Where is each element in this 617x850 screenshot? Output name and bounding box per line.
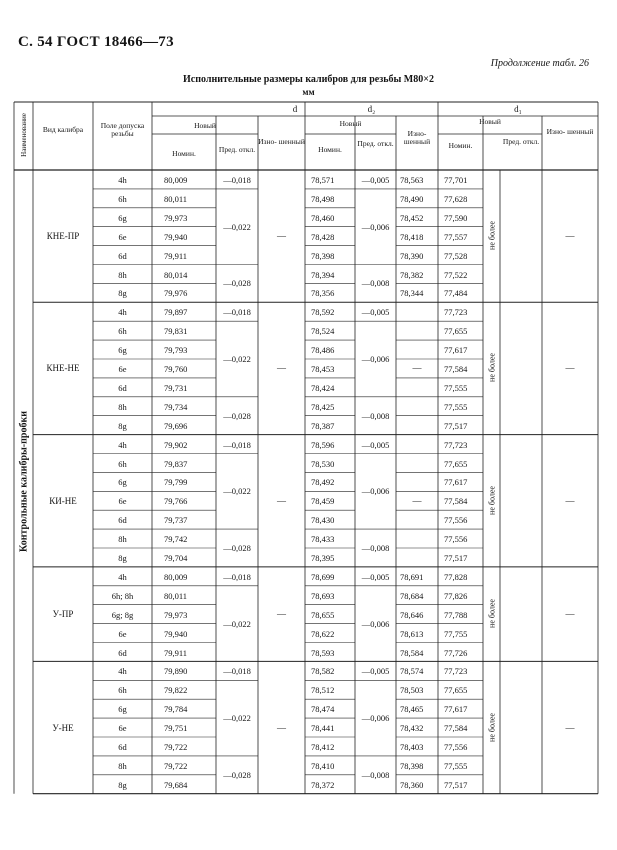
d1-nom: 77,723: [444, 307, 468, 318]
d-nom: 79,704: [164, 553, 188, 563]
header-izn-d: Изно- шенный: [258, 137, 305, 146]
d2-izn: 78,584: [400, 647, 424, 658]
d1-nom: 77,528: [444, 250, 468, 261]
d-nom: 79,793: [164, 345, 188, 356]
header-new-d2: Новый: [339, 119, 362, 128]
d-nom: 79,973: [164, 212, 188, 223]
header-nom-d1: Номин.: [448, 141, 473, 150]
pole-dopuska: 6h: [118, 685, 127, 696]
kalibr-name: У-НЕ: [52, 722, 74, 733]
pole-dopuska: 8h: [118, 760, 127, 771]
d-nom: 80,014: [164, 269, 188, 280]
d1-nom: 77,555: [444, 382, 468, 393]
d2-pred-otkl: —0,005: [361, 571, 390, 582]
d-pred-otkl: —0,028: [223, 278, 251, 289]
d2-izn: 78,574: [400, 666, 424, 677]
d1-nom: 77,590: [444, 212, 468, 223]
d1-nom: 77,655: [444, 458, 468, 469]
d2-nom: 78,433: [311, 534, 335, 545]
d1-nom: 77,522: [444, 269, 468, 280]
d-nom: 79,696: [164, 420, 188, 431]
d2-izn: 78,613: [400, 628, 424, 639]
pole-dopuska: 6e: [118, 231, 127, 242]
d2-nom: 78,387: [311, 420, 335, 431]
d-nom: 79,837: [164, 458, 188, 469]
header-d: d: [292, 104, 298, 114]
d1-nom: 77,723: [444, 666, 468, 677]
pole-dopuska: 6g: [118, 212, 127, 223]
page-header: С. 54 ГОСТ 18466—73: [18, 34, 174, 50]
d2-izn: 78,563: [400, 175, 424, 185]
d-pred-otkl: —0,028: [223, 543, 251, 553]
d2-izn: 78,452: [400, 212, 424, 223]
pole-dopuska: 4h: [118, 666, 127, 677]
header-pred-d1: Пред. откл.: [502, 137, 540, 146]
d2-nom: 78,498: [311, 193, 335, 204]
kalibr-name: КНЕ-НЕ: [46, 363, 80, 374]
d1-nom: 77,726: [444, 647, 468, 658]
d-izn-dash: —: [277, 722, 286, 733]
d1-nom: 77,828: [444, 571, 468, 582]
pole-dopuska: 4h: [118, 175, 127, 185]
table-continuation-label: Продолжение табл. 26: [490, 58, 589, 69]
pole-dopuska: 6e: [118, 364, 127, 374]
d-izn-dash: —: [277, 231, 286, 242]
d2-nom: 78,474: [311, 704, 335, 715]
d-pred-otkl: —0,018: [223, 175, 251, 185]
header-izn-d2: Изно- шенный: [403, 129, 431, 146]
header-izn-d1: Изно- шенный: [546, 127, 594, 136]
d2-nom: 78,453: [311, 364, 335, 374]
d2-pred-otkl: —0,008: [361, 278, 390, 289]
d2-pred-otkl: —0,006: [361, 354, 390, 364]
pole-dopuska: 6d: [118, 742, 127, 752]
d1-nom: 77,556: [444, 742, 468, 752]
d-nom: 79,742: [164, 534, 188, 545]
pole-dopuska: 6g: [118, 345, 127, 356]
d1-nom: 77,617: [444, 345, 468, 356]
d-nom: 79,831: [164, 326, 188, 337]
d2-izn: 78,465: [400, 704, 424, 715]
d2-nom: 78,425: [311, 401, 335, 412]
d1-nom: 77,628: [444, 193, 468, 204]
pole-dopuska: 6g: [118, 704, 127, 715]
d2-izn: 78,503: [400, 685, 424, 696]
d-izn-dash: —: [277, 609, 286, 620]
d-nom: 79,734: [164, 401, 188, 412]
d2-nom: 78,571: [311, 175, 335, 185]
d-pred-otkl: —0,022: [223, 221, 251, 232]
d1-nom: 77,556: [444, 515, 468, 526]
d-pred-otkl: —0,022: [223, 713, 251, 724]
d-izn-dash: —: [277, 495, 286, 506]
d2-izn: 78,360: [400, 779, 424, 790]
pole-dopuska: 6e: [118, 723, 127, 734]
header-new-d1: Новый: [479, 117, 501, 126]
d1-nom: 77,555: [444, 401, 468, 412]
d-nom: 79,911: [164, 250, 188, 261]
d2-izn: 78,344: [400, 288, 424, 299]
d1-nom: 77,557: [444, 231, 468, 242]
d-nom: 79,911: [164, 647, 188, 658]
d2-pred-otkl: —0,005: [361, 175, 390, 185]
d-izn-dash: —: [277, 363, 286, 374]
kalibr-name: КИ-НЕ: [49, 495, 77, 506]
pole-dopuska: 6h: [118, 458, 127, 469]
d2-izn: 78,684: [400, 590, 424, 601]
d1-nom: 77,655: [444, 326, 468, 337]
pole-dopuska: 6d: [118, 647, 127, 658]
d1-nom: 77,788: [444, 609, 468, 620]
d1-izn-dash: —: [565, 722, 575, 733]
pole-dopuska: 8g: [118, 779, 127, 790]
d2-nom: 78,460: [311, 212, 335, 223]
d2-nom: 78,492: [311, 477, 335, 488]
d-pred-otkl: —0,018: [223, 666, 251, 677]
pole-dopuska: 6d: [118, 250, 127, 261]
d-pred-otkl: —0,018: [223, 439, 251, 450]
pole-dopuska: 6h; 8h: [111, 590, 134, 601]
d2-nom: 78,410: [311, 760, 335, 771]
d-nom: 79,976: [164, 288, 188, 299]
d-nom: 79,722: [164, 742, 188, 752]
d2-izn: 78,418: [400, 231, 424, 242]
table-unit: мм: [302, 87, 315, 97]
ne-bolee-note: не более: [487, 221, 496, 251]
d-pred-otkl: —0,022: [223, 486, 251, 497]
ne-bolee-note: не более: [487, 712, 496, 742]
ne-bolee-note: не более: [487, 599, 496, 629]
d2-izn: 78,646: [400, 609, 424, 620]
d2-nom: 78,530: [311, 458, 335, 469]
d1-nom: 77,617: [444, 477, 468, 488]
d2-nom: 78,372: [311, 779, 335, 790]
d2-izn: 78,398: [400, 760, 424, 771]
d2-nom: 78,699: [311, 571, 335, 582]
group-label: Контрольные калибры-пробки: [18, 410, 29, 552]
header-nom-d2: Номин.: [318, 145, 342, 154]
pole-dopuska: 6e: [118, 496, 127, 507]
d2-pred-otkl: —0,008: [361, 543, 390, 553]
d1-nom: 77,755: [444, 628, 468, 639]
d-nom: 80,011: [164, 590, 188, 601]
d2-pred-otkl: —0,006: [361, 221, 390, 232]
d2-pred-otkl: —0,008: [361, 410, 390, 421]
d2-pred-otkl: —0,006: [361, 486, 390, 497]
d2-nom: 78,356: [311, 288, 335, 299]
d-nom: 79,973: [164, 609, 188, 620]
d1-nom: 77,584: [444, 496, 468, 507]
pole-dopuska: 4h: [118, 439, 127, 450]
pole-dopuska: 6d: [118, 515, 127, 526]
d-nom: 80,011: [164, 193, 188, 204]
header-pred-d: Пред. откл.: [218, 145, 256, 154]
pole-dopuska: 8h: [118, 534, 127, 545]
d2-nom: 78,395: [311, 553, 335, 563]
d2-pred-otkl: —0,005: [361, 439, 390, 450]
d-nom: 80,009: [164, 571, 188, 582]
d1-nom: 77,484: [444, 288, 468, 299]
d2-izn: 78,403: [400, 742, 424, 752]
d-nom: 79,784: [164, 704, 188, 715]
d-pred-otkl: —0,028: [223, 410, 251, 421]
d1-nom: 77,517: [444, 553, 468, 563]
pole-dopuska: 8g: [118, 288, 127, 299]
d2-nom: 78,394: [311, 269, 335, 280]
d2-nom: 78,412: [311, 742, 335, 752]
d-pred-otkl: —0,022: [223, 354, 251, 364]
d-nom: 79,902: [164, 439, 188, 450]
d2-nom: 78,524: [311, 326, 335, 337]
d2-pred-otkl: —0,006: [361, 713, 390, 724]
pole-dopuska: 6g: [118, 477, 127, 488]
d-nom: 79,897: [164, 307, 188, 318]
d2-pred-otkl: —0,005: [361, 666, 390, 677]
header-pole-dopuska: Поле допуска резьбы: [100, 121, 145, 138]
header-d2: d₂: [367, 104, 376, 114]
d-nom: 79,751: [164, 723, 188, 734]
table-title: Исполнительные размеры калибров для резьбы М80×2: [183, 74, 434, 85]
d2-izn: 78,490: [400, 193, 424, 204]
kalibr-name: КНЕ-ПР: [46, 231, 80, 242]
pole-dopuska: 8g: [118, 420, 127, 431]
d1-izn-dash: —: [565, 231, 575, 242]
d2-nom: 78,428: [311, 231, 335, 242]
d1-nom: 77,826: [444, 590, 468, 601]
d-nom: 79,760: [164, 364, 188, 374]
d-nom: 79,722: [164, 760, 188, 771]
pole-dopuska: 4h: [118, 571, 127, 582]
d1-nom: 77,517: [444, 779, 468, 790]
pole-dopuska: 8g: [118, 553, 127, 563]
d2-nom: 78,441: [311, 723, 335, 734]
d2-izn: 78,432: [400, 723, 424, 734]
d1-nom: 77,617: [444, 704, 468, 715]
d2-izn: 78,691: [400, 571, 424, 582]
d-nom: 79,940: [164, 628, 188, 639]
header-nom-d: Номин.: [172, 149, 196, 158]
pole-dopuska: 6g; 8g: [111, 609, 134, 620]
d2-nom: 78,593: [311, 647, 335, 658]
d1-nom: 77,723: [444, 439, 468, 450]
d2-izn: 78,390: [400, 250, 424, 261]
d2-nom: 78,486: [311, 345, 335, 356]
d-nom: 79,822: [164, 685, 188, 696]
header-vid-kalibra: Вид калибра: [42, 125, 84, 134]
pole-dopuska: 8h: [118, 269, 127, 280]
d-pred-otkl: —0,018: [223, 307, 251, 318]
d-nom: 79,684: [164, 779, 188, 790]
d2-nom: 78,430: [311, 515, 335, 526]
d2-nom: 78,655: [311, 609, 335, 620]
pole-dopuska: 4h: [118, 307, 127, 318]
kalibr-name: У-ПР: [52, 609, 74, 620]
pole-dopuska: 6e: [118, 628, 127, 639]
ne-bolee-note: не более: [487, 485, 496, 515]
d1-nom: 77,556: [444, 534, 468, 545]
d2-nom: 78,592: [311, 307, 335, 318]
d-nom: 79,737: [164, 515, 188, 526]
d1-nom: 77,517: [444, 420, 468, 431]
d-pred-otkl: —0,022: [223, 618, 251, 629]
d2-izn: 78,382: [400, 269, 424, 280]
d-nom: 79,731: [164, 382, 188, 393]
d2-pred-otkl: —0,006: [361, 618, 390, 629]
d-nom: 79,940: [164, 231, 188, 242]
d2-izn-dash: —: [412, 495, 422, 506]
header-d1: d₁: [514, 104, 522, 114]
d1-izn-dash: —: [565, 609, 575, 620]
pole-dopuska: 6h: [118, 326, 127, 337]
d1-nom: 77,701: [444, 175, 468, 185]
ne-bolee-note: не более: [487, 353, 496, 383]
d-pred-otkl: —0,018: [223, 571, 251, 582]
d2-nom: 78,693: [311, 590, 335, 601]
d-nom: 80,009: [164, 175, 188, 185]
header-pred-d2: Пред. откл.: [357, 139, 394, 148]
d1-nom: 77,555: [444, 760, 468, 771]
d1-nom: 77,584: [444, 364, 468, 374]
d2-pred-otkl: —0,005: [361, 307, 390, 318]
d-nom: 79,799: [164, 477, 188, 488]
d2-nom: 78,582: [311, 666, 335, 677]
d1-nom: 77,584: [444, 723, 468, 734]
d2-nom: 78,459: [311, 496, 335, 507]
d2-nom: 78,424: [311, 382, 335, 393]
d2-nom: 78,512: [311, 685, 335, 696]
pole-dopuska: 8h: [118, 401, 127, 412]
d1-nom: 77,655: [444, 685, 468, 696]
d2-nom: 78,398: [311, 250, 335, 261]
header-naim: Наименование: [19, 113, 28, 157]
d2-pred-otkl: —0,008: [361, 769, 390, 780]
header-new-d: Новый: [194, 121, 216, 130]
d1-izn-dash: —: [565, 363, 575, 374]
d2-nom: 78,622: [311, 628, 335, 639]
pole-dopuska: 6h: [118, 193, 127, 204]
d-nom: 79,890: [164, 666, 188, 677]
d2-nom: 78,596: [311, 439, 335, 450]
d1-izn-dash: —: [565, 495, 575, 506]
pole-dopuska: 6d: [118, 382, 127, 393]
d-nom: 79,766: [164, 496, 188, 507]
d2-izn-dash: —: [412, 363, 422, 374]
d-pred-otkl: —0,028: [223, 769, 251, 780]
